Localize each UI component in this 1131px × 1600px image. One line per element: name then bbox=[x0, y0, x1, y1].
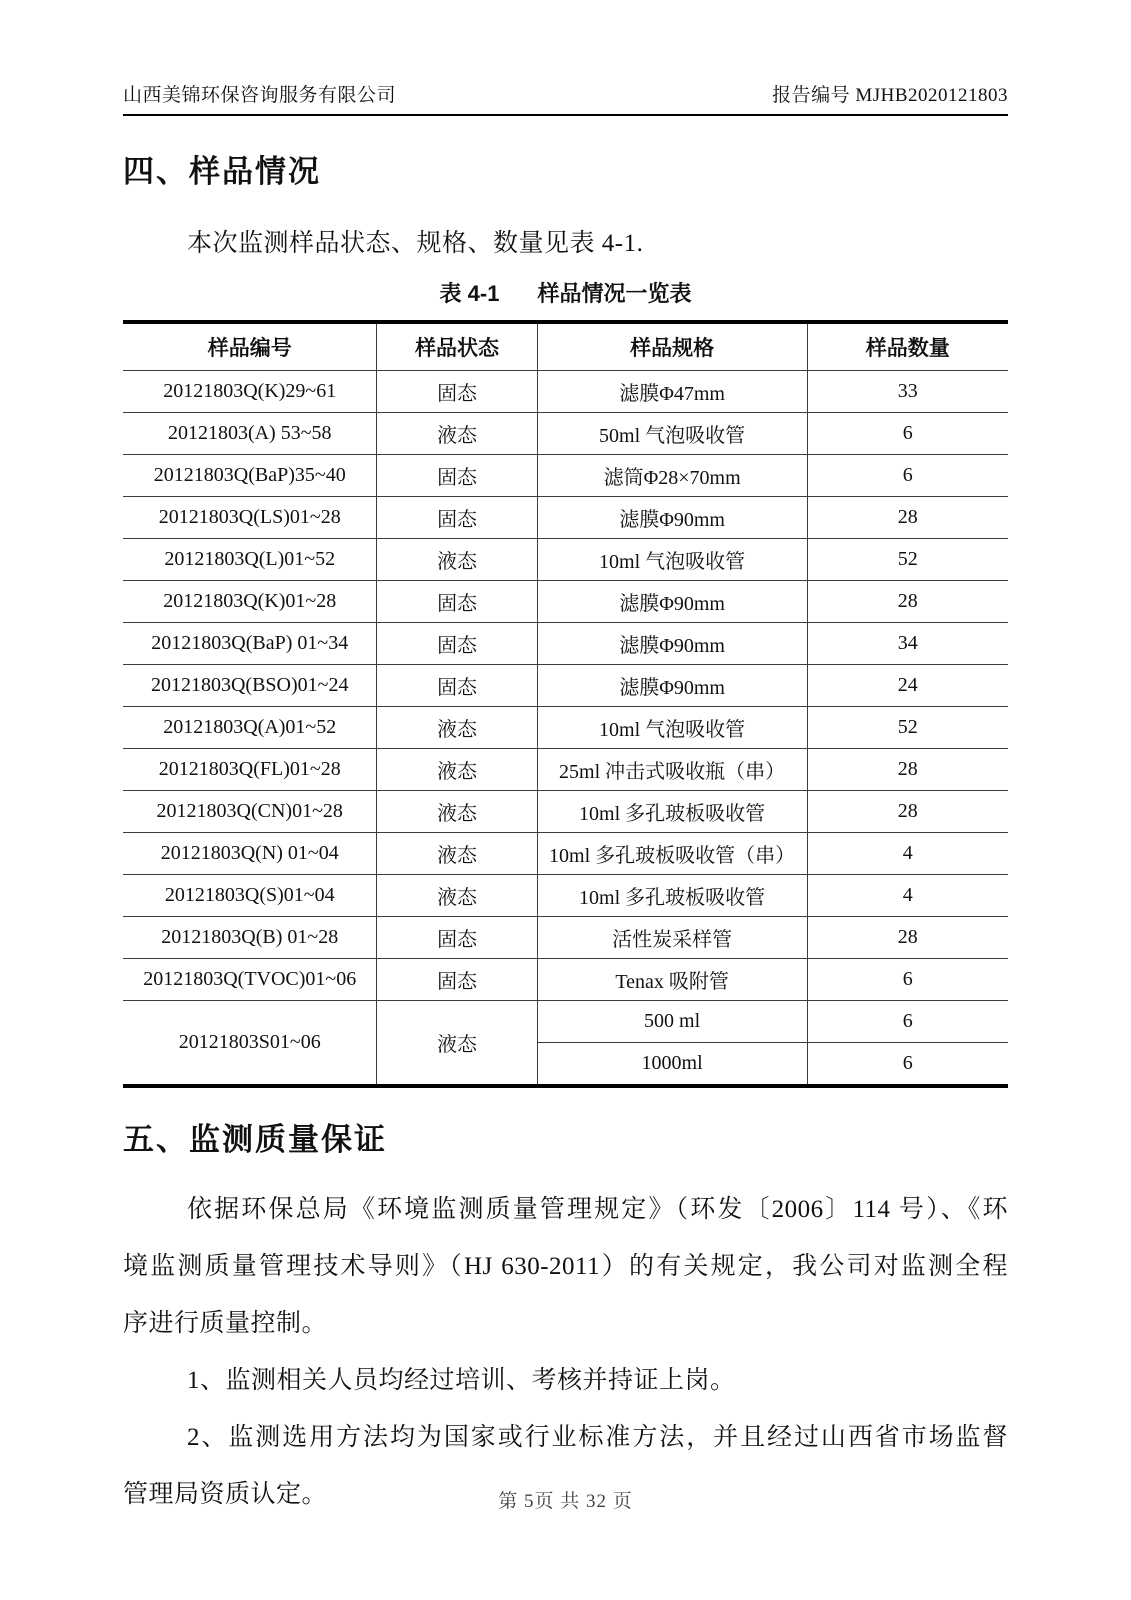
column-header-sample-id: 样品编号 bbox=[123, 322, 377, 371]
sample-state-cell: 液态 bbox=[377, 791, 537, 833]
column-header-sample-state: 样品状态 bbox=[377, 322, 537, 371]
table-row bbox=[123, 917, 1008, 959]
sample-qty-cell: 28 bbox=[807, 791, 1008, 833]
column-header-sample-qty: 样品数量 bbox=[807, 322, 1008, 371]
table-header-row bbox=[123, 322, 1008, 371]
sample-spec-cell: 50ml 气泡吸收管 bbox=[537, 413, 807, 455]
sample-state-cell: 液态 bbox=[377, 833, 537, 875]
sample-spec-cell: 滤膜Φ47mm bbox=[537, 371, 807, 413]
sample-spec-cell: 25ml 冲击式吸收瓶（串） bbox=[537, 749, 807, 791]
sample-id-cell: 20121803Q(BSO)01~24 bbox=[123, 665, 377, 707]
sample-qty-cell: 28 bbox=[807, 497, 1008, 539]
sample-state-cell: 固态 bbox=[377, 371, 537, 413]
section4-title: 四、样品情况 bbox=[123, 154, 321, 189]
sample-qty-cell: 28 bbox=[807, 581, 1008, 623]
table-row bbox=[123, 875, 1008, 917]
table-caption bbox=[123, 277, 1008, 308]
sample-id-cell: 20121803Q(CN)01~28 bbox=[123, 791, 377, 833]
table-row bbox=[123, 413, 1008, 455]
table-row bbox=[123, 539, 1008, 581]
sample-spec-cell: 1000ml bbox=[537, 1043, 807, 1087]
sample-qty-cell: 52 bbox=[807, 707, 1008, 749]
sample-state-cell: 固态 bbox=[377, 497, 537, 539]
sample-qty-cell: 6 bbox=[807, 1001, 1008, 1043]
sample-spec-cell: 滤膜Φ90mm bbox=[537, 665, 807, 707]
paragraph-line: 2、监测选用方法均为国家或行业标准方法，并且经过山西省市场监督 bbox=[187, 1424, 1008, 1451]
sample-qty-cell: 24 bbox=[807, 665, 1008, 707]
sample-spec-cell: 滤膜Φ90mm bbox=[537, 497, 807, 539]
sample-spec-cell: 滤膜Φ90mm bbox=[537, 623, 807, 665]
sample-id-cell: 20121803S01~06 bbox=[123, 1001, 377, 1087]
table-row bbox=[123, 665, 1008, 707]
company-name: 山西美锦环保咨询服务有限公司 bbox=[123, 85, 397, 106]
sample-qty-cell: 6 bbox=[807, 455, 1008, 497]
table-row bbox=[123, 959, 1008, 1001]
sample-spec-cell: 10ml 多孔玻板吸收管 bbox=[537, 791, 807, 833]
sample-qty-cell: 28 bbox=[807, 749, 1008, 791]
sample-state-cell: 液态 bbox=[377, 707, 537, 749]
sample-state-cell: 液态 bbox=[377, 539, 537, 581]
sample-state-cell: 固态 bbox=[377, 581, 537, 623]
sample-id-cell: 20121803Q(BaP) 01~34 bbox=[123, 623, 377, 665]
sample-qty-cell: 33 bbox=[807, 371, 1008, 413]
table-row bbox=[123, 707, 1008, 749]
table-caption-label: 表 4-1 bbox=[439, 281, 500, 306]
section5-body bbox=[123, 1181, 1008, 1523]
sample-state-cell: 固态 bbox=[377, 665, 537, 707]
table-row bbox=[123, 623, 1008, 665]
sample-qty-cell: 4 bbox=[807, 833, 1008, 875]
sample-id-cell: 20121803Q(TVOC)01~06 bbox=[123, 959, 377, 1001]
sample-id-cell: 20121803Q(A)01~52 bbox=[123, 707, 377, 749]
sample-spec-cell: 滤筒Φ28×70mm bbox=[537, 455, 807, 497]
table-row bbox=[123, 581, 1008, 623]
table-row bbox=[123, 791, 1008, 833]
sample-qty-cell: 6 bbox=[807, 959, 1008, 1001]
sample-id-cell: 20121803Q(BaP)35~40 bbox=[123, 455, 377, 497]
sample-state-cell: 液态 bbox=[377, 875, 537, 917]
sample-qty-cell: 6 bbox=[807, 413, 1008, 455]
sample-state-cell: 液态 bbox=[377, 1001, 537, 1087]
sample-spec-cell: 滤膜Φ90mm bbox=[537, 581, 807, 623]
page-number: 第 5页 共 32 页 bbox=[498, 1491, 633, 1512]
table-row bbox=[123, 455, 1008, 497]
sample-state-cell: 液态 bbox=[377, 749, 537, 791]
sample-spec-cell: 10ml 多孔玻板吸收管 bbox=[537, 875, 807, 917]
paragraph-line: 1、监测相关人员均经过培训、考核并持证上岗。 bbox=[187, 1367, 736, 1394]
sample-qty-cell: 4 bbox=[807, 875, 1008, 917]
sample-id-cell: 20121803Q(K)29~61 bbox=[123, 371, 377, 413]
table-row bbox=[123, 371, 1008, 413]
sample-state-cell: 固态 bbox=[377, 917, 537, 959]
table-caption-title: 样品情况一览表 bbox=[537, 281, 692, 306]
sample-id-cell: 20121803Q(N) 01~04 bbox=[123, 833, 377, 875]
section5-title: 五、监测质量保证 bbox=[123, 1122, 387, 1157]
paragraph-line: 管理局资质认定。 bbox=[123, 1481, 328, 1508]
table-row bbox=[123, 833, 1008, 875]
sample-id-cell: 20121803Q(S)01~04 bbox=[123, 875, 377, 917]
sample-id-cell: 20121803Q(L)01~52 bbox=[123, 539, 377, 581]
sample-id-cell: 20121803Q(LS)01~28 bbox=[123, 497, 377, 539]
sample-spec-cell: 10ml 多孔玻板吸收管（串） bbox=[537, 833, 807, 875]
sample-spec-cell: Tenax 吸附管 bbox=[537, 959, 807, 1001]
running-header bbox=[123, 80, 1008, 116]
table-row-merged-top bbox=[123, 1001, 1008, 1043]
sample-table bbox=[123, 320, 1008, 1088]
report-number: 报告编号 MJHB2020121803 bbox=[772, 85, 1008, 106]
sample-spec-cell: 10ml 气泡吸收管 bbox=[537, 707, 807, 749]
paragraph-line: 境监测质量管理技术导则》（HJ 630-2011）的有关规定，我公司对监测全程 bbox=[123, 1253, 1008, 1280]
sample-qty-cell: 34 bbox=[807, 623, 1008, 665]
table-row bbox=[123, 497, 1008, 539]
sample-id-cell: 20121803Q(K)01~28 bbox=[123, 581, 377, 623]
sample-id-cell: 20121803Q(FL)01~28 bbox=[123, 749, 377, 791]
paragraph-line: 依据环保总局《环境监测质量管理规定》（环发〔2006〕114 号）、《环 bbox=[187, 1196, 1008, 1223]
sample-spec-cell: 活性炭采样管 bbox=[537, 917, 807, 959]
table-row bbox=[123, 749, 1008, 791]
sample-id-cell: 20121803Q(B) 01~28 bbox=[123, 917, 377, 959]
sample-state-cell: 液态 bbox=[377, 413, 537, 455]
sample-qty-cell: 6 bbox=[807, 1043, 1008, 1087]
sample-state-cell: 固态 bbox=[377, 455, 537, 497]
sample-state-cell: 固态 bbox=[377, 959, 537, 1001]
sample-spec-cell: 500 ml bbox=[537, 1001, 807, 1043]
sample-qty-cell: 52 bbox=[807, 539, 1008, 581]
section4-intro: 本次监测样品状态、规格、数量见表 4-1. bbox=[187, 230, 644, 257]
sample-spec-cell: 10ml 气泡吸收管 bbox=[537, 539, 807, 581]
column-header-sample-spec: 样品规格 bbox=[537, 322, 807, 371]
paragraph-line: 序进行质量控制。 bbox=[123, 1310, 328, 1337]
sample-id-cell: 20121803(A) 53~58 bbox=[123, 413, 377, 455]
sample-qty-cell: 28 bbox=[807, 917, 1008, 959]
sample-state-cell: 固态 bbox=[377, 623, 537, 665]
